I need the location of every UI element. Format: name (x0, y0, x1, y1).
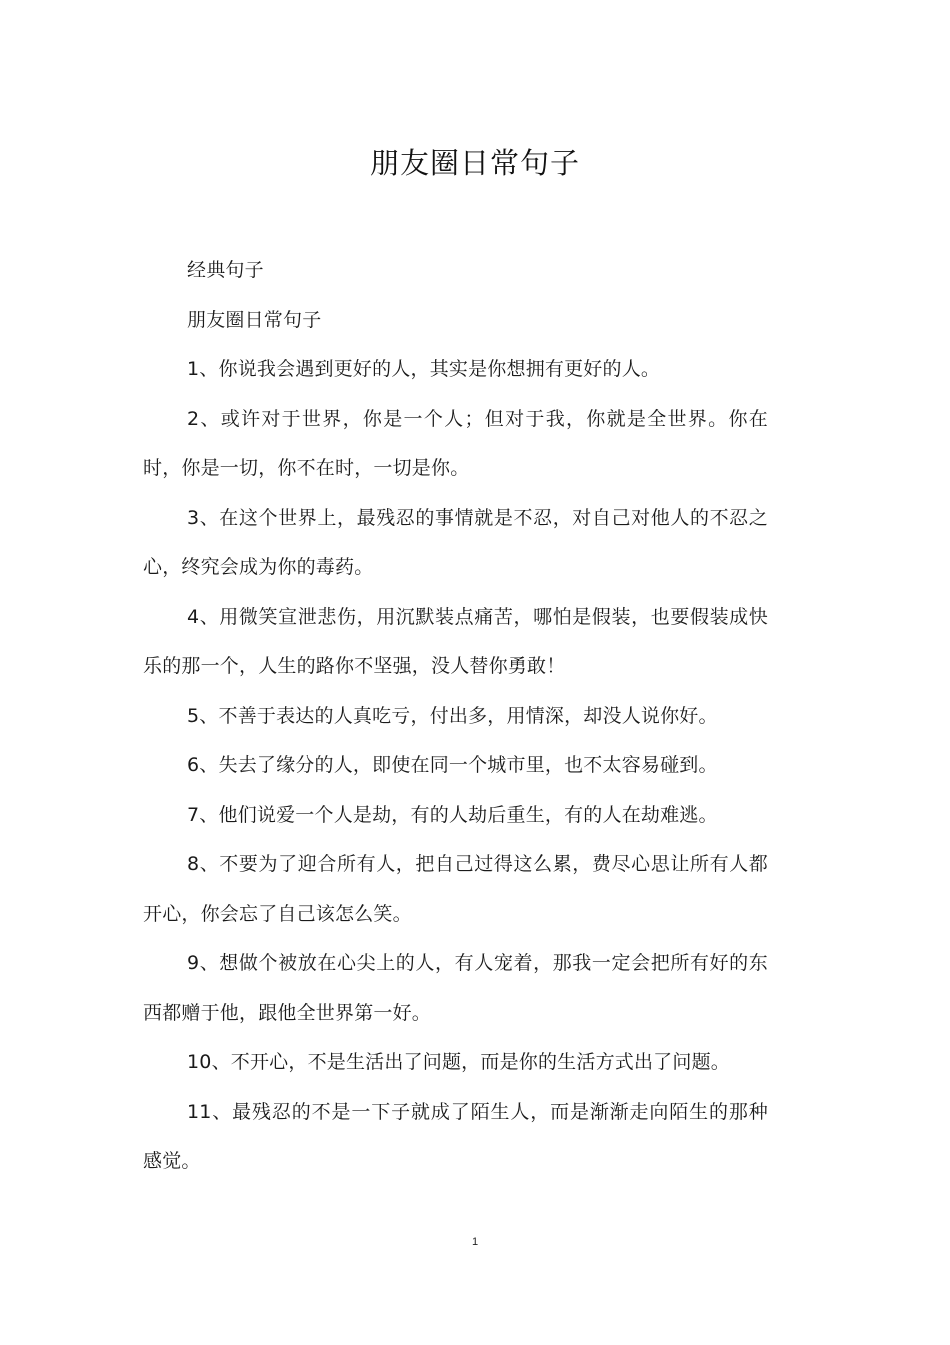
paragraph-item-4: 4、用微笑宣泄悲伤，用沉默装点痛苦，哪怕是假装，也要假装成快乐的那一个，人生的路你不坚强，没人替你勇敢！ (143, 605, 768, 677)
paragraph-item-2: 2、或许对于世界，你是一个人；但对于我，你就是全世界。你在时，你是一切，你不在时，一切是你。 (143, 407, 768, 479)
paragraph-item-3: 3、在这个世界上，最残忍的事情就是不忍，对自己对他人的不忍之心，终究会成为你的毒药。 (143, 506, 768, 578)
paragraph-subtitle: 经典句子 (187, 259, 264, 281)
paragraph-item-7: 7、他们说爱一个人是劫，有的人劫后重生，有的人在劫难逃。 (187, 803, 718, 826)
paragraph-heading: 朋友圈日常句子 (187, 308, 322, 331)
document-body (143, 246, 768, 1187)
paragraph-item-10: 10、不开心，不是生活出了问题，而是你的生活方式出了问题。 (187, 1051, 730, 1073)
paragraph-item-6: 6、失去了缘分的人，即使在同一个城市里，也不太容易碰到。 (187, 754, 718, 776)
page-number: 1 (471, 1236, 479, 1248)
paragraph-item-9: 9、想做个被放在心尖上的人，有人宠着，那我一定会把所有好的东西都赠于他，跟他全世界第一好。 (143, 952, 768, 1024)
paragraph-item-1: 1、你说我会遇到更好的人，其实是你想拥有更好的人。 (187, 358, 661, 380)
paragraph-item-11: 11、最残忍的不是一下子就成了陌生人，而是渐渐走向陌生的那种感觉。 (143, 1100, 768, 1172)
paragraph-item-8: 8、不要为了迎合所有人，把自己过得这么累，费尽心思让所有人都开心，你会忘了自己该怎么笑。 (143, 853, 768, 925)
paragraph-item-5: 5、不善于表达的人真吃亏，付出多，用情深，却没人说你好。 (187, 704, 718, 727)
document-title: 朋友圈日常句子 (369, 146, 580, 180)
